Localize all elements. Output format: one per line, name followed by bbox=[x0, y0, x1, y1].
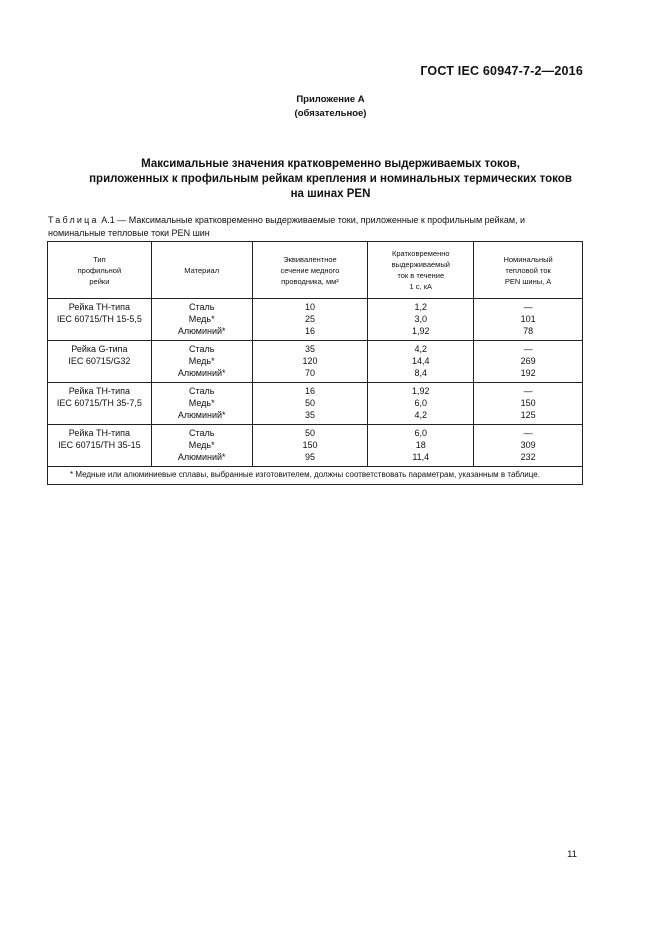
material-cell: Сталь Медь* Алюминий* bbox=[151, 425, 252, 467]
section-title bbox=[60, 157, 601, 202]
header-cross-section: Эквивалентное сечение медного проводника, мм² bbox=[252, 242, 368, 299]
rail-type-cell: Рейка ТН-типа IEC 60715/TH 15-5,5 bbox=[48, 299, 152, 341]
table-footnote-row bbox=[48, 467, 583, 485]
header-rail-type: Тип профильной рейки bbox=[48, 242, 152, 299]
section-cell: 50 150 95 bbox=[252, 425, 368, 467]
section-cell: 35 120 70 bbox=[252, 341, 368, 383]
table-row bbox=[48, 341, 583, 383]
caption-line-2: номинальные тепловые токи PEN шин bbox=[48, 228, 210, 238]
table-header-row bbox=[48, 242, 583, 299]
rail-type-cell: Рейка ТН-типа IEC 60715/TH 35-15 bbox=[48, 425, 152, 467]
rail-type-cell: Рейка G-типа IEC 60715/G32 bbox=[48, 341, 152, 383]
caption-number: А.1 bbox=[101, 215, 115, 225]
standard-code: ГОСТ IEC 60947-7-2—2016 bbox=[420, 64, 583, 78]
section-cell: 16 50 35 bbox=[252, 383, 368, 425]
section-cell: 10 25 16 bbox=[252, 299, 368, 341]
header-rated-current: Номинальный тепловой ток PEN шины, А bbox=[474, 242, 583, 299]
annex-heading bbox=[0, 93, 661, 121]
rail-type-cell: Рейка ТН-типа IEC 60715/TH 35-7,5 bbox=[48, 383, 152, 425]
header-short-time-current: Кратковременно выдерживаемый ток в течение 1 с, кА bbox=[368, 242, 474, 299]
annex-title: Приложение А bbox=[296, 94, 365, 105]
table-row bbox=[48, 383, 583, 425]
section-title-line: на шинах PEN bbox=[290, 188, 371, 200]
caption-line-1: — Максимальные кратковременно выдерживаемые токи, приложенные к профильным рейкам, и bbox=[114, 215, 526, 225]
page-number: 11 bbox=[567, 849, 577, 860]
rated-cell: — 309 232 bbox=[474, 425, 583, 467]
rated-cell: — 101 78 bbox=[474, 299, 583, 341]
table-row bbox=[48, 299, 583, 341]
section-title-line: Максимальные значения кратковременно выдерживаемых токов, bbox=[141, 158, 520, 170]
material-cell: Сталь Медь* Алюминий* bbox=[151, 341, 252, 383]
data-table bbox=[47, 241, 583, 485]
section-title-line: приложенных к профильным рейкам крепления и номинальных термических токов bbox=[89, 173, 572, 185]
material-cell: Сталь Медь* Алюминий* bbox=[151, 383, 252, 425]
caption-label: Таблица bbox=[48, 215, 99, 225]
material-cell: Сталь Медь* Алюминий* bbox=[151, 299, 252, 341]
table-row bbox=[48, 425, 583, 467]
header-material: Материал bbox=[151, 242, 252, 299]
current-cell: 6,0 18 11,4 bbox=[368, 425, 474, 467]
current-cell: 4,2 14,4 8,4 bbox=[368, 341, 474, 383]
rated-cell: — 150 125 bbox=[474, 383, 583, 425]
annex-status: (обязательное) bbox=[294, 108, 367, 119]
table-caption bbox=[48, 214, 588, 240]
rated-cell: — 269 192 bbox=[474, 341, 583, 383]
current-cell: 1,92 6,0 4,2 bbox=[368, 383, 474, 425]
current-cell: 1,2 3,0 1,92 bbox=[368, 299, 474, 341]
table-footnote: * Медные или алюминиевые сплавы, выбранные изготовителем, должны соответствовать параметрам, указанным в таблице. bbox=[48, 467, 583, 485]
